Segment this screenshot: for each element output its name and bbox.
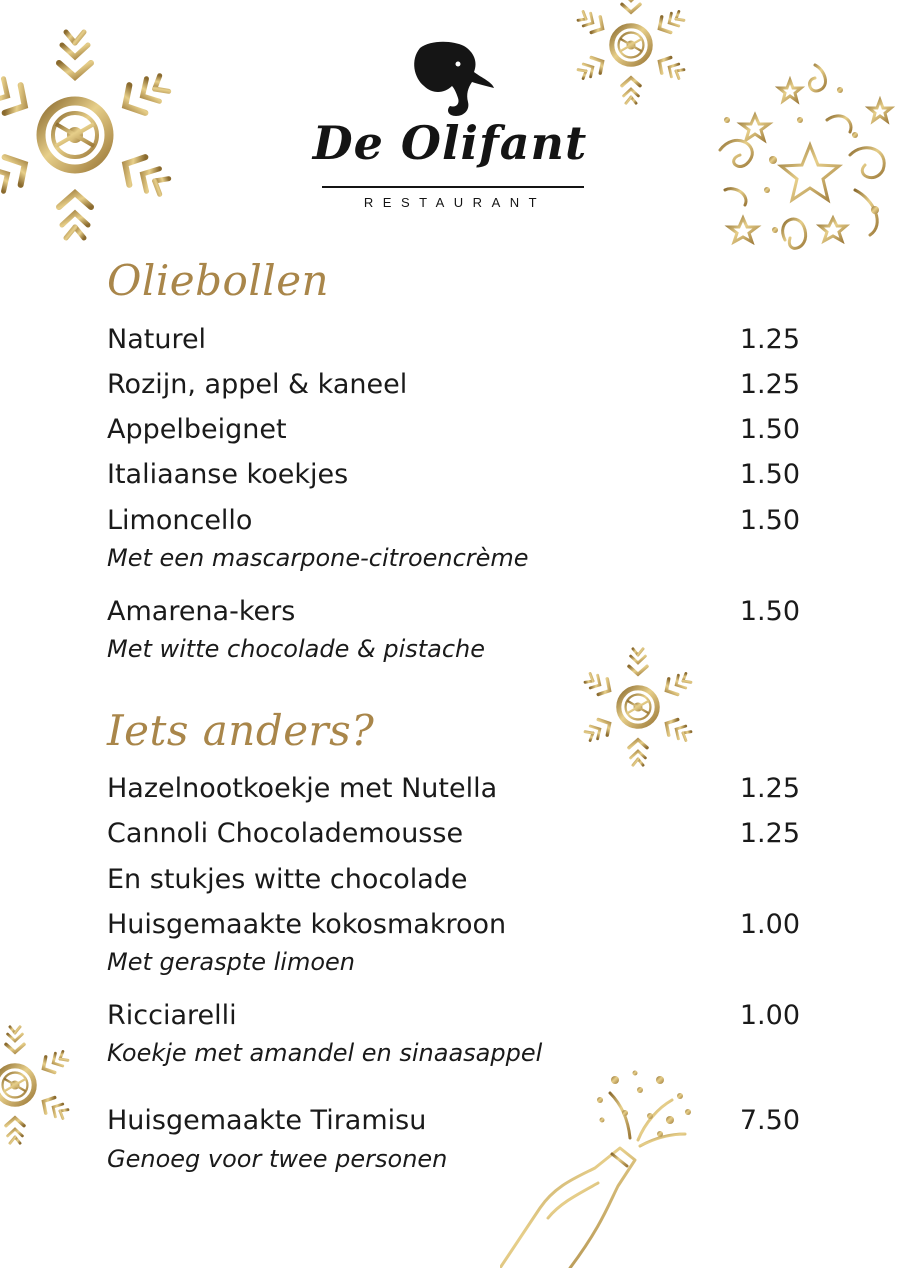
item-name: Huisgemaakte Tiramisu bbox=[107, 1105, 427, 1136]
item-price: 1.00 bbox=[739, 1000, 800, 1031]
brand-divider bbox=[322, 186, 584, 188]
item-price: 1.50 bbox=[739, 505, 800, 536]
menu-item bbox=[107, 860, 800, 900]
item-description: Met witte chocolade & pistache bbox=[107, 635, 486, 663]
item-name: Appelbeignet bbox=[107, 414, 287, 445]
item-price: 1.25 bbox=[739, 324, 800, 355]
item-name: Amarena-kers bbox=[107, 596, 296, 627]
item-name: Cannoli Chocolademousse bbox=[107, 818, 464, 849]
item-name: Limoncello bbox=[107, 505, 253, 536]
item-name: Ricciarelli bbox=[107, 1000, 237, 1031]
item-price: 1.25 bbox=[739, 773, 800, 804]
item-description: Genoeg voor twee personen bbox=[107, 1145, 448, 1173]
brand-tagline: RESTAURANT bbox=[363, 195, 547, 210]
item-name: Rozijn, appel & kaneel bbox=[107, 369, 408, 400]
item-price: 1.50 bbox=[739, 414, 800, 445]
item-name: En stukjes witte chocolade bbox=[107, 864, 468, 895]
brand-name: De Olifant bbox=[312, 116, 588, 170]
item-price: 1.50 bbox=[739, 459, 800, 490]
item-price: 1.50 bbox=[739, 596, 800, 627]
menu-item bbox=[107, 814, 800, 854]
item-description: Met een mascarpone-citroencrème bbox=[107, 544, 529, 572]
menu-item bbox=[107, 905, 800, 945]
item-price: 7.50 bbox=[739, 1105, 800, 1136]
fireworks-icon bbox=[715, 60, 900, 260]
menu-item bbox=[107, 365, 800, 405]
menu-item bbox=[107, 320, 800, 360]
item-description: Koekje met amandel en sinaasappel bbox=[107, 1039, 543, 1067]
menu-item bbox=[107, 996, 800, 1036]
champagne-bottle-icon bbox=[500, 1068, 700, 1268]
restaurant-logo bbox=[300, 40, 600, 215]
section-title-iets-anders: Iets anders? bbox=[107, 706, 375, 755]
item-name: Naturel bbox=[107, 324, 207, 355]
snowflake-icon bbox=[0, 20, 190, 250]
menu-item bbox=[107, 592, 800, 632]
snowflake-icon bbox=[573, 642, 703, 772]
item-name: Huisgemaakte kokosmakroon bbox=[107, 909, 507, 940]
menu-item bbox=[107, 501, 800, 541]
item-price: 1.00 bbox=[739, 909, 800, 940]
elephant-icon bbox=[408, 40, 494, 118]
menu-item bbox=[107, 769, 800, 809]
item-price: 1.25 bbox=[739, 818, 800, 849]
item-name: Hazelnootkoekje met Nutella bbox=[107, 773, 498, 804]
snowflake-icon bbox=[0, 1020, 80, 1150]
section-title-oliebollen: Oliebollen bbox=[107, 256, 330, 305]
menu-item bbox=[107, 1101, 800, 1141]
item-description: Met geraspte limoen bbox=[107, 948, 356, 976]
item-name: Italiaanse koekjes bbox=[107, 459, 349, 490]
menu-item bbox=[107, 455, 800, 495]
item-price: 1.25 bbox=[739, 369, 800, 400]
menu-item bbox=[107, 410, 800, 450]
